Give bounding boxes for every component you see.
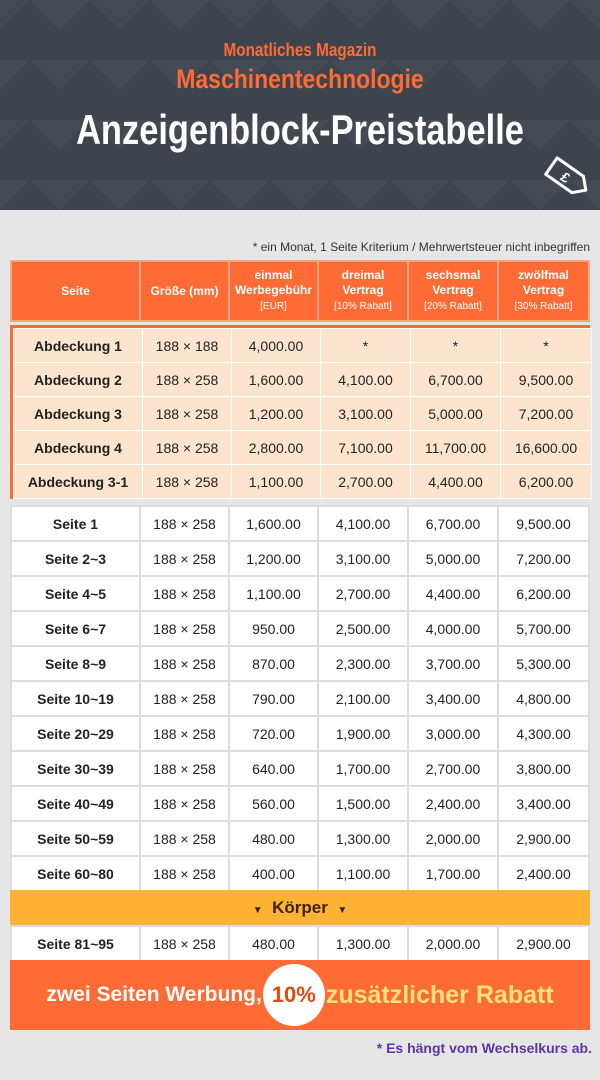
column-header <box>408 261 498 321</box>
table-cell: 1,900.00 <box>318 716 408 751</box>
table-cell: 640.00 <box>229 751 318 786</box>
table-cell: 3,400.00 <box>498 786 589 821</box>
svg-text:£: £ <box>557 168 574 187</box>
banner-text-1: zwei Seiten Werbung, <box>46 983 262 1006</box>
banner-text-2: zusätzlicher Rabatt <box>325 980 554 1009</box>
table-cell: 9,500.00 <box>498 506 589 541</box>
table-cell: 1,600.00 <box>229 506 318 541</box>
table-cell: 188 × 258 <box>140 786 229 821</box>
row-label: Seite 40~49 <box>11 786 140 821</box>
table-cell: 7,100.00 <box>321 431 411 465</box>
table-cell: 1,100.00 <box>318 856 408 891</box>
table-cell: 1,500.00 <box>318 786 408 821</box>
column-header-text: Größe (mm) <box>150 283 219 298</box>
column-header-text: Vertrag <box>522 283 565 297</box>
table-cell: 2,400.00 <box>408 786 498 821</box>
table-cell: 2,900.00 <box>498 821 589 856</box>
table-cell: 1,200.00 <box>229 541 318 576</box>
table-cell: 188 × 258 <box>143 363 232 397</box>
table-cell: 5,300.00 <box>498 646 589 681</box>
row-label: Seite 8~9 <box>11 646 140 681</box>
column-header <box>229 261 318 321</box>
table-cell: 188 × 258 <box>140 716 229 751</box>
table-cell: 1,300.00 <box>318 926 408 961</box>
row-label: Seite 6~7 <box>11 611 140 646</box>
table-row <box>14 363 592 397</box>
column-header-text: Vertrag <box>432 283 474 297</box>
table-row <box>14 397 592 431</box>
table-cell: 188 × 258 <box>140 576 229 611</box>
table-cell: 188 × 258 <box>140 681 229 716</box>
table-cell: 790.00 <box>229 681 318 716</box>
table-cell: 1,100.00 <box>229 576 318 611</box>
table-cell: 1,300.00 <box>318 821 408 856</box>
table-cell: 6,200.00 <box>501 465 592 499</box>
table-row <box>11 506 589 541</box>
table-cell: * <box>321 329 411 363</box>
table-row <box>11 611 589 646</box>
table-header <box>10 260 590 322</box>
subtitle-name: Maschinentechnologie <box>176 64 424 94</box>
table-cell: 5,000.00 <box>408 541 498 576</box>
table-row <box>11 821 589 856</box>
table-cell: 2,700.00 <box>321 465 411 499</box>
table-cell: 188 × 258 <box>140 751 229 786</box>
page-title: Anzeigenblock-Preistabelle <box>76 106 524 153</box>
table-cell: 2,900.00 <box>498 926 589 961</box>
table-cell: 188 × 188 <box>143 329 232 363</box>
table-cell: 188 × 258 <box>140 856 229 891</box>
row-label: Abdeckung 3 <box>14 397 143 431</box>
column-header <box>140 261 229 321</box>
table-cell: 1,200.00 <box>232 397 321 431</box>
discount-banner <box>10 960 590 1030</box>
subtitle-magazine: Monatliches Magazin <box>223 40 377 60</box>
table-cell: 188 × 258 <box>140 506 229 541</box>
footnote: * Es hängt vom Wechselkurs ab. <box>376 1040 592 1056</box>
pricing-note: * ein Monat, 1 Seite Kriterium / Mehrwertsteuer nicht inbegriffen <box>252 240 590 254</box>
table-row <box>11 856 589 891</box>
table-cell: 4,800.00 <box>498 681 589 716</box>
table-cell: 2,300.00 <box>318 646 408 681</box>
table-row <box>11 926 589 961</box>
table-cell: 1,600.00 <box>232 363 321 397</box>
table-cell: * <box>501 329 592 363</box>
table-cell: 3,000.00 <box>408 716 498 751</box>
row-label: Seite 4~5 <box>11 576 140 611</box>
cover-pages-group <box>10 325 590 499</box>
table-row <box>14 465 592 499</box>
table-cell: 3,700.00 <box>408 646 498 681</box>
table-cell: 5,700.00 <box>498 611 589 646</box>
table-cell: 6,200.00 <box>498 576 589 611</box>
row-label: Abdeckung 4 <box>14 431 143 465</box>
table-cell: 2,400.00 <box>498 856 589 891</box>
table-cell: 3,800.00 <box>498 751 589 786</box>
row-label: Seite 1 <box>11 506 140 541</box>
table-cell: 3,100.00 <box>321 397 411 431</box>
row-label: Abdeckung 1 <box>14 329 143 363</box>
table-cell: 4,300.00 <box>498 716 589 751</box>
pages-table <box>10 505 590 892</box>
table-cell: 480.00 <box>229 926 318 961</box>
column-header-text: sechsmal <box>425 268 481 282</box>
table-cell: 5,000.00 <box>411 397 501 431</box>
column-header-text: [10% Rabatt] <box>334 301 392 312</box>
table-cell: 400.00 <box>229 856 318 891</box>
table-row <box>14 431 592 465</box>
table-cell: 870.00 <box>229 646 318 681</box>
table-cell: 480.00 <box>229 821 318 856</box>
table-cell: 720.00 <box>229 716 318 751</box>
table-cell: 4,400.00 <box>411 465 501 499</box>
table-cell: 9,500.00 <box>501 363 592 397</box>
header-banner <box>0 0 600 210</box>
table-cell: 188 × 258 <box>140 541 229 576</box>
discount-badge: 10% <box>266 967 322 1023</box>
table-cell: 950.00 <box>229 611 318 646</box>
column-header-text: Seite <box>61 283 90 298</box>
column-header-text: dreimal <box>341 268 385 282</box>
body-pages-table <box>10 925 590 962</box>
column-header <box>498 261 589 321</box>
table-cell: 4,100.00 <box>321 363 411 397</box>
table-cell: 7,200.00 <box>498 541 589 576</box>
table-cell: 16,600.00 <box>501 431 592 465</box>
column-header-text: [EUR] <box>260 301 287 312</box>
table-cell: 3,100.00 <box>318 541 408 576</box>
row-label: Seite 81~95 <box>11 926 140 961</box>
row-label: Seite 20~29 <box>11 716 140 751</box>
triangle-down-icon: ▼ <box>337 905 348 916</box>
table-cell: 188 × 258 <box>143 431 232 465</box>
table-cell: 188 × 258 <box>140 926 229 961</box>
row-label: Abdeckung 3-1 <box>14 465 143 499</box>
price-tag-icon <box>540 155 595 200</box>
table-cell: 7,200.00 <box>501 397 592 431</box>
table-cell: 188 × 258 <box>140 821 229 856</box>
table-cell: 2,000.00 <box>408 926 498 961</box>
table-cell: 2,700.00 <box>318 576 408 611</box>
table-cell: 560.00 <box>229 786 318 821</box>
table-cell: 2,700.00 <box>408 751 498 786</box>
table-cell: 4,100.00 <box>318 506 408 541</box>
section-korper <box>10 890 590 925</box>
row-label: Seite 60~80 <box>11 856 140 891</box>
table-cell: 1,700.00 <box>408 856 498 891</box>
table-cell: 2,100.00 <box>318 681 408 716</box>
section-label: Körper <box>272 898 328 917</box>
table-cell: 6,700.00 <box>408 506 498 541</box>
column-header-text: Werbegebühr <box>234 283 313 297</box>
table-cell: 3,400.00 <box>408 681 498 716</box>
table-cell: 4,000.00 <box>408 611 498 646</box>
table-row <box>11 576 589 611</box>
column-header <box>11 261 140 321</box>
table-row <box>11 716 589 751</box>
table-cell: 1,700.00 <box>318 751 408 786</box>
row-label: Seite 30~39 <box>11 751 140 786</box>
table-row <box>11 751 589 786</box>
column-header-text: Vertrag <box>342 283 384 297</box>
row-label: Seite 10~19 <box>11 681 140 716</box>
column-header <box>318 261 408 321</box>
column-header-text: einmal <box>254 268 293 282</box>
table-cell: 188 × 258 <box>140 611 229 646</box>
table-row <box>11 786 589 821</box>
table-row <box>11 646 589 681</box>
table-cell: 6,700.00 <box>411 363 501 397</box>
row-label: Abdeckung 2 <box>14 363 143 397</box>
table-cell: 2,500.00 <box>318 611 408 646</box>
column-header-text: [20% Rabatt] <box>424 301 482 312</box>
table-cell: 188 × 258 <box>140 646 229 681</box>
table-cell: * <box>411 329 501 363</box>
table-cell: 4,400.00 <box>408 576 498 611</box>
table-cell: 188 × 258 <box>143 465 232 499</box>
column-header-text: [30% Rabatt] <box>514 301 573 312</box>
table-cell: 1,100.00 <box>232 465 321 499</box>
table-cell: 11,700.00 <box>411 431 501 465</box>
table-row <box>11 541 589 576</box>
table-cell: 2,000.00 <box>408 821 498 856</box>
table-row <box>11 681 589 716</box>
table-cell: 4,000.00 <box>232 329 321 363</box>
row-label: Seite 2~3 <box>11 541 140 576</box>
table-cell: 2,800.00 <box>232 431 321 465</box>
table-row <box>14 329 592 363</box>
triangle-down-icon: ▼ <box>252 905 263 916</box>
table-cell: 188 × 258 <box>143 397 232 431</box>
row-label: Seite 50~59 <box>11 821 140 856</box>
column-header-text: zwölfmal <box>518 268 569 282</box>
